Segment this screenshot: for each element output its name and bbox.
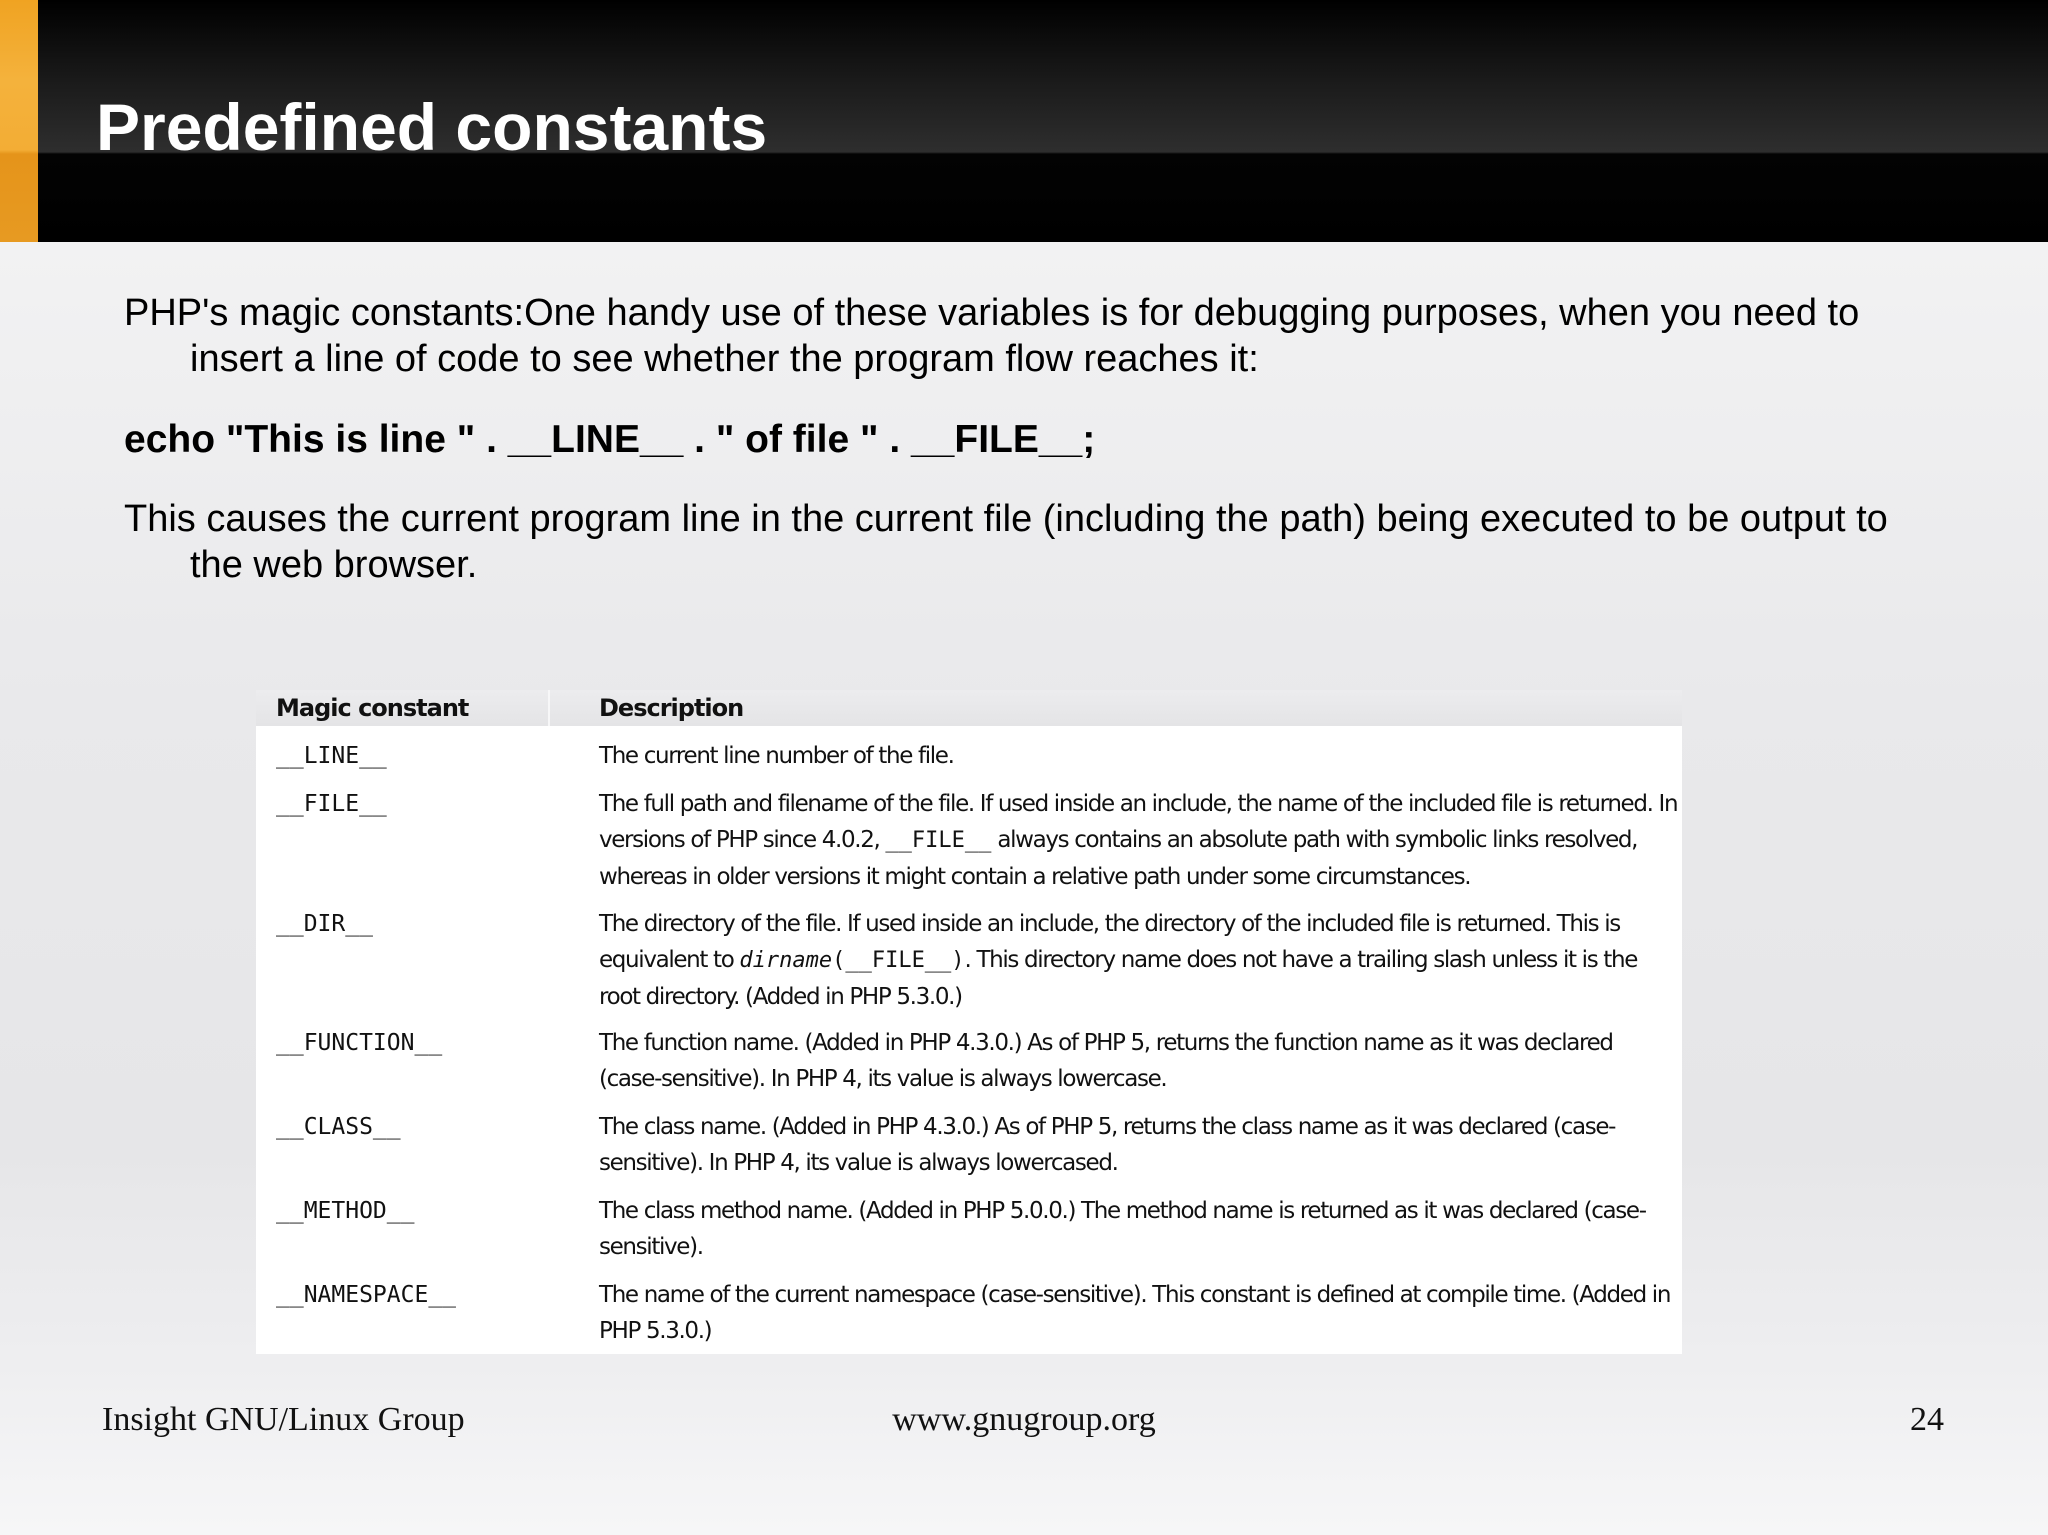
table-header: [256, 690, 1682, 726]
slide-body: [124, 290, 1924, 588]
column-divider: [548, 690, 550, 726]
slide-number: 24: [1910, 1401, 1944, 1438]
accent-stripe: [0, 0, 38, 242]
slide-title: Predefined constants: [96, 90, 768, 164]
intro-paragraph: PHP's magic constants:One handy use of these variables is for debugging purposes, when you need to insert a line of code to see whether the program flow reaches it:: [124, 292, 1860, 380]
constant-description: The class name. (Added in PHP 4.3.0.) As of PHP 5, returns the class name as it was declared (case-sensitive). In PHP 4, its value is always lowercased.: [599, 1114, 1616, 1176]
header-magic-constant: Magic constant: [276, 694, 469, 722]
magic-constants-table: [256, 690, 1682, 1354]
constant-name: __METHOD__: [276, 1198, 415, 1224]
constant-description: The full path and filename of the file. If used inside an include, the name of the included file is returned. In versions of PHP since 4.0.2, __FILE__ always contains an absolute path with symbolic links resolved, whereas in older versions it might contain a relative path under some circumstances.: [599, 791, 1678, 890]
constant-name: __FILE__: [276, 791, 387, 817]
footer-website: www.gnugroup.org: [892, 1401, 1156, 1438]
constant-name: __FUNCTION__: [276, 1030, 443, 1056]
constant-description: The name of the current namespace (case-sensitive). This constant is defined at compile time. (Added in PHP 5.3.0.): [599, 1282, 1671, 1344]
code-example: echo "This is line " . __LINE__ . " of file " . __FILE__;: [124, 418, 1096, 461]
constant-description: The function name. (Added in PHP 4.3.0.) As of PHP 5, returns the function name as it was declared (case-sensitive). In PHP 4, its value is always lowercase.: [599, 1030, 1613, 1092]
inline-code: (__FILE__): [832, 948, 965, 973]
constant-description: The directory of the file. If used inside an include, the directory of the included file is returned. This is equivalent to dirname(__FILE__). This directory name does not have a trailing slash unless it is the root directory. (Added in PHP 5.3.0.): [599, 911, 1638, 1010]
constant-name: __CLASS__: [276, 1114, 401, 1140]
constant-name: __DIR__: [276, 911, 373, 937]
constant-description: The current line number of the file.: [599, 743, 954, 769]
header-description: Description: [599, 694, 744, 722]
constant-name: __LINE__: [276, 743, 387, 769]
constant-name: __NAMESPACE__: [276, 1282, 457, 1308]
explanation-paragraph: This causes the current program line in the current file (including the path) being executed to be output to the web browser.: [124, 498, 1888, 586]
inline-code: __FILE__: [885, 828, 992, 853]
footer-organization: Insight GNU/Linux Group: [102, 1401, 465, 1438]
constant-description: The class method name. (Added in PHP 5.0.0.) The method name is returned as it was declared (case-sensitive).: [599, 1198, 1646, 1260]
inline-function: dirname: [739, 948, 833, 973]
